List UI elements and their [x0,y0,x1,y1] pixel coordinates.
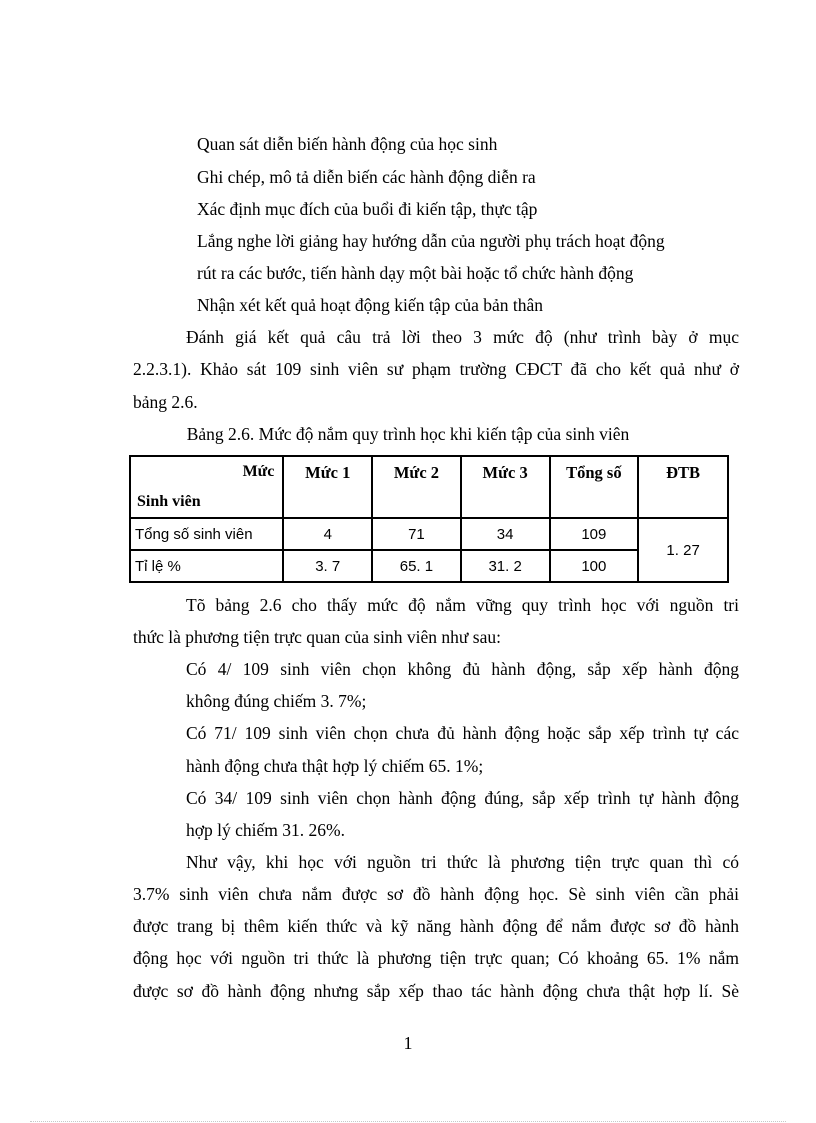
header-student-label: Sinh viên [137,493,201,510]
paragraph-line: Đánh giá kết quả câu trả lời theo 3 mức độ (như trình bày ở mục [186,327,739,347]
list-item: hợp lý chiếm 31. 26%. [186,820,345,840]
text-line: Quan sát diễn biến hành động của học sinh [197,134,498,154]
column-header: ĐTB [638,456,728,518]
paragraph-line: 2.2.3.1). Khảo sát 109 sinh viên sư phạm trường CĐCT đã cho kết quả như ở [133,359,739,379]
table-cell: 71 [372,518,461,550]
column-header: Mức 2 [372,456,461,518]
table-corner-cell [130,456,283,518]
row-label: Tổng số sinh viên [130,518,283,550]
table-cell: 100 [550,550,639,582]
text-line: rút ra các bước, tiến hành dạy một bài hoặc tổ chức hành động [197,263,634,283]
data-table [129,455,729,583]
paragraph-line: 3.7% sinh viên chưa nắm được sơ đồ hành động học. Sè sinh viên cần phải [133,884,739,904]
table-cell: 31. 2 [461,550,550,582]
paragraph-line: Như vậy, khi học với nguồn tri thức là phương tiện trực quan thì có [186,852,739,872]
table-caption: Bảng 2.6. Mức độ nắm quy trình học khi kiến tập của sinh viên [186,424,630,444]
column-header: Mức 1 [283,456,372,518]
column-header: Tổng số [550,456,639,518]
column-header: Mức 3 [461,456,550,518]
page-number: 1 [403,1033,413,1053]
page-bottom-divider [30,1121,786,1122]
paragraph-line: thức là phương tiện trực quan của sinh viên như sau: [133,627,501,647]
paragraph-line: được sơ đồ hành động nhưng sắp xếp thao tác hành động chưa thật hợp lí. Sè [133,981,739,1001]
table-header-row [130,456,728,518]
text-line: Nhận xét kết quả hoạt động kiến tập của bản thân [197,295,544,315]
row-label: Tỉ lệ % [130,550,283,582]
table-cell: 65. 1 [372,550,461,582]
list-item: Có 71/ 109 sinh viên chọn chưa đủ hành động hoặc sắp xếp trình tự các [186,723,739,743]
text-line: Lắng nghe lời giảng hay hướng dẫn của người phụ trách hoạt động [197,231,665,251]
table-cell: 34 [461,518,550,550]
table-row [130,518,728,550]
text-line: Xác định mục đích của buổi đi kiến tập, thực tập [197,199,538,219]
text-line: Ghi chép, mô tả diễn biến các hành động diễn ra [197,167,536,187]
paragraph-line: Tõ bảng 2.6 cho thấy mức độ nắm vững quy trình học với nguồn tri [186,595,739,615]
table-cell: 3. 7 [283,550,372,582]
table-cell: 109 [550,518,639,550]
list-item: hành động chưa thật hợp lý chiếm 65. 1%; [186,756,484,776]
paragraph-line: được trang bị thêm kiến thức và kỹ năng hành động để nắm được sơ đồ hành [133,916,739,936]
list-item: Có 34/ 109 sinh viên chọn hành động đúng, sắp xếp trình tự hành động [186,788,739,808]
table-cell: 4 [283,518,372,550]
average-cell: 1. 27 [638,518,728,582]
paragraph-line: bảng 2.6. [133,392,198,412]
header-level-label: Mức [242,463,275,480]
paragraph-line: động học với nguồn tri thức là phương tiện trực quan; Có khoảng 65. 1% nắm [133,948,739,968]
list-item: Có 4/ 109 sinh viên chọn không đủ hành động, sắp xếp hành động [186,659,739,679]
list-item: không đúng chiếm 3. 7%; [186,691,367,711]
